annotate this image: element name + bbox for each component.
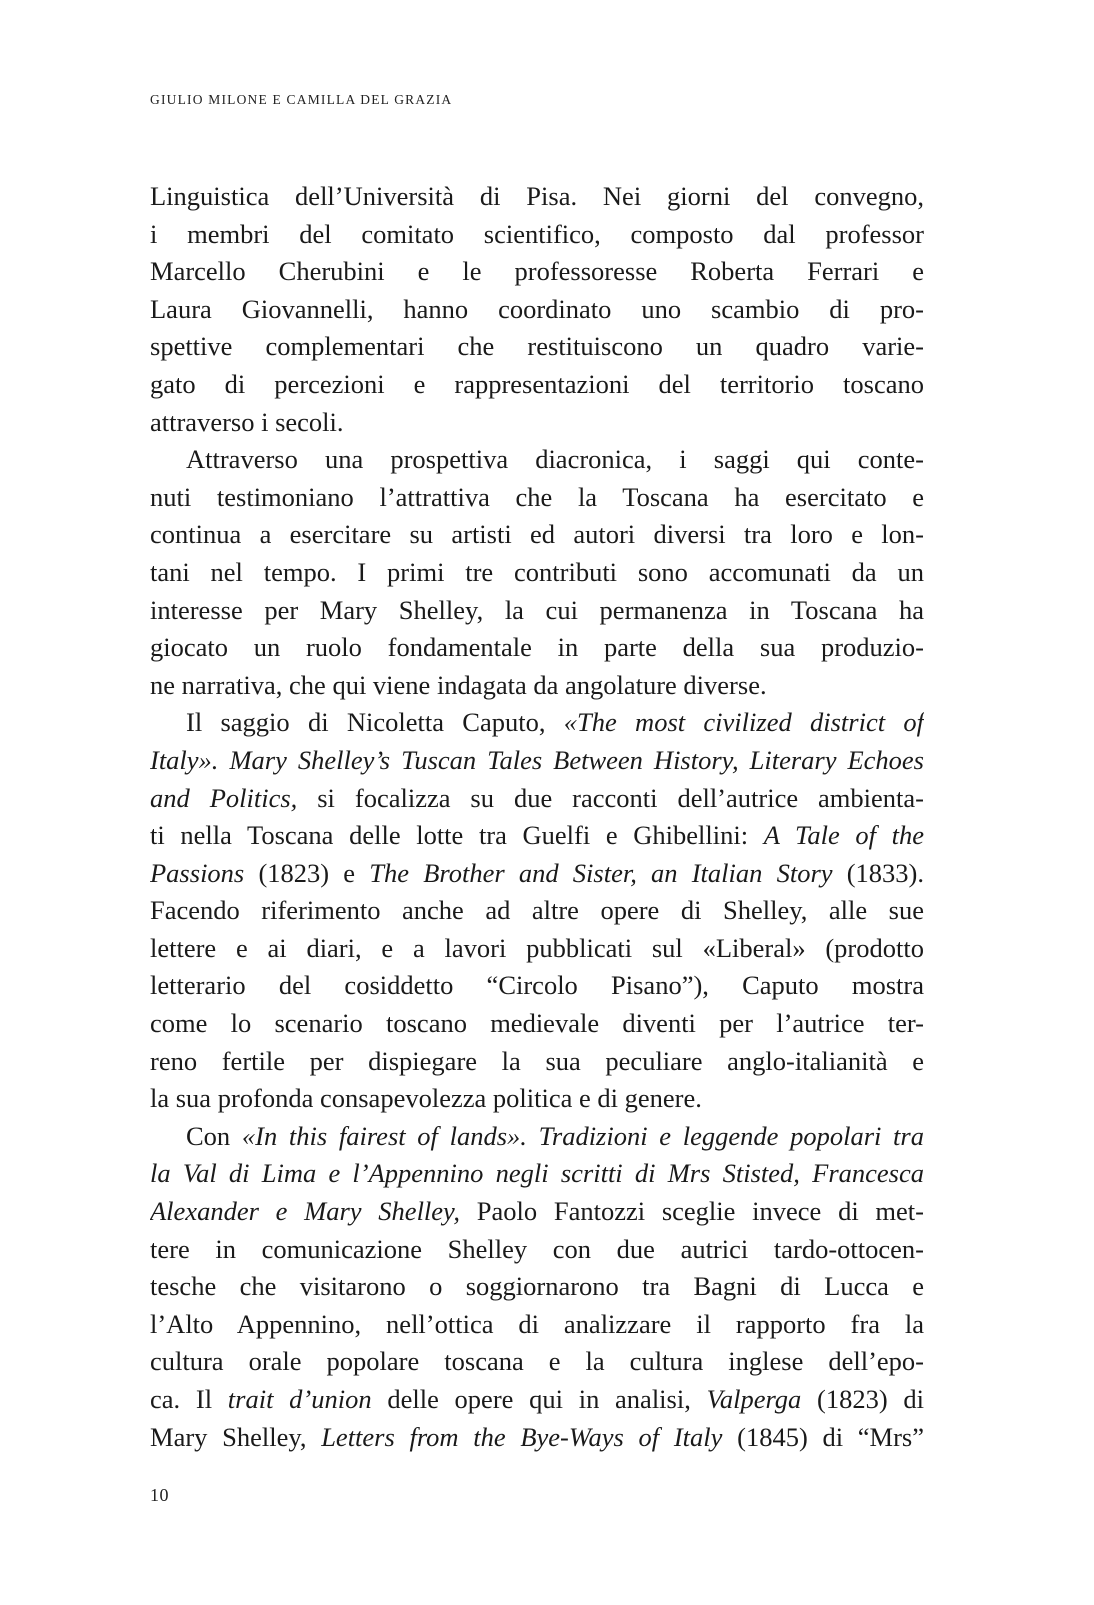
text-segment: si focalizza su due racconti dell’autrice ambienta- [297, 782, 924, 813]
text-segment: i membri del comitato scientifico, composto dal professor [150, 218, 924, 249]
italic-text: «The most civilized district of [563, 707, 924, 738]
text-line [150, 855, 924, 893]
text-segment: Mary Shelley, [150, 1421, 322, 1452]
text-segment: reno fertile per dispiegare la sua peculiare anglo-italianità e [150, 1045, 924, 1076]
text-line [150, 967, 924, 1005]
text-line [150, 328, 924, 366]
running-head: GIULIO MILONE E CAMILLA DEL GRAZIA [150, 92, 453, 107]
text-segment: la sua profonda consapevolezza politica e di genere. [150, 1083, 702, 1114]
text-line [150, 366, 924, 404]
text-segment: cultura orale popolare toscana e la cultura inglese dell’epo- [150, 1346, 924, 1377]
text-line [150, 1306, 924, 1344]
text-segment: Con [186, 1120, 242, 1151]
text-line [150, 1419, 924, 1457]
text-line [150, 629, 924, 667]
text-line [150, 930, 924, 968]
text-line [150, 404, 924, 442]
text-segment: Marcello Cherubini e le professoresse Roberta Ferrari e [150, 256, 924, 287]
italic-text: Valperga [706, 1384, 802, 1414]
text-segment: (1823) e [244, 857, 370, 888]
italic-text: Letters from the Bye-Ways of Italy [321, 1421, 723, 1452]
page-number: 10 [150, 1485, 169, 1505]
italic-text: trait d’union [227, 1384, 372, 1414]
italic-text: and Politics, [150, 782, 298, 813]
text-segment: (1833). [832, 857, 924, 888]
text-segment: (1845) di “Mrs” [722, 1421, 924, 1452]
italic-text: A Tale of the [763, 820, 924, 851]
text-line [150, 554, 924, 592]
text-line [150, 1193, 924, 1231]
text-line [150, 178, 924, 216]
text-line [150, 1005, 924, 1043]
italic-text: Passions [150, 857, 245, 888]
text-segment: come lo scenario toscano medievale diventi per l’autrice ter- [150, 1008, 924, 1039]
text-segment: Paolo Fantozzi sceglie invece di met- [459, 1196, 924, 1227]
text-line [150, 667, 924, 705]
text-segment: spettive complementari che restituiscono un quadro varie- [150, 331, 924, 362]
text-line [150, 291, 924, 329]
text-line [150, 1043, 924, 1081]
text-segment: continua a esercitare su artisti ed autori diversi tra loro e lon- [150, 519, 924, 550]
text-line [150, 516, 924, 554]
text-line [150, 892, 924, 930]
italic-text: la Val di Lima e l’Appennino negli scritti di Mrs Stisted, Francesca [150, 1158, 924, 1189]
text-segment: attraverso i secoli. [150, 406, 344, 437]
text-line [150, 479, 924, 517]
text-line [150, 1080, 924, 1118]
text-segment: tere in comunicazione Shelley con due autrici tardo-ottocen- [150, 1233, 924, 1264]
text-line [150, 253, 924, 291]
text-line [150, 1343, 924, 1381]
text-segment: tesche che visitarono o soggiornarono tra Bagni di Lucca e [150, 1271, 924, 1302]
text-line [150, 592, 924, 630]
text-segment: delle opere qui in analisi, [371, 1384, 707, 1414]
text-line [150, 1118, 924, 1156]
text-segment: interesse per Mary Shelley, la cui permanenza in Toscana ha [150, 594, 924, 625]
body-text [150, 178, 924, 1456]
italic-text: Italy». Mary Shelley’s Tuscan Tales Between History, Literary Echoes [150, 744, 924, 775]
text-line [150, 216, 924, 254]
text-segment: Facendo riferimento anche ad altre opere di Shelley, alle sue [150, 895, 924, 926]
text-segment: letterario del cosiddetto “Circolo Pisano”), Caputo mostra [150, 970, 924, 1001]
text-segment: gato di percezioni e rappresentazioni del territorio toscano [150, 368, 924, 399]
italic-text: The Brother and Sister, an Italian Story [369, 857, 833, 888]
text-line [150, 1268, 924, 1306]
text-segment: ti nella Toscana delle lotte tra Guelfi e Ghibellini: [150, 820, 764, 851]
text-line [150, 441, 924, 479]
italic-text: «In this fairest of lands». Tradizioni e leggende popolari tra [241, 1120, 924, 1151]
text-segment: ne narrativa, che qui viene indagata da angolature diverse. [150, 669, 767, 700]
text-segment: lettere e ai diari, e a lavori pubblicati sul «Liberal» (prodotto [150, 932, 924, 963]
text-line [150, 1155, 924, 1193]
text-line [150, 1231, 924, 1269]
text-line [150, 780, 924, 818]
italic-text: Alexander e Mary Shelley, [150, 1196, 460, 1227]
text-segment: Attraverso una prospettiva diacronica, i saggi qui conte- [186, 444, 924, 475]
text-line [150, 1381, 924, 1419]
text-segment: Il saggio di Nicoletta Caputo, [186, 707, 564, 738]
text-segment: nuti testimoniano l’attrattiva che la Toscana ha esercitato e [150, 481, 924, 512]
text-line [150, 742, 924, 780]
text-segment: giocato un ruolo fondamentale in parte della sua produzio- [150, 632, 924, 663]
text-line [150, 817, 924, 855]
text-segment: ca. Il [150, 1384, 228, 1414]
text-segment: Laura Giovannelli, hanno coordinato uno scambio di pro- [150, 293, 924, 324]
text-segment: (1823) di [801, 1384, 924, 1414]
text-segment: l’Alto Appennino, nell’ottica di analizzare il rapporto fra la [150, 1308, 924, 1339]
text-segment: tani nel tempo. I primi tre contributi sono accomunati da un [150, 556, 924, 587]
text-line [150, 704, 924, 742]
text-segment: Linguistica dell’Università di Pisa. Nei giorni del convegno, [150, 181, 924, 211]
